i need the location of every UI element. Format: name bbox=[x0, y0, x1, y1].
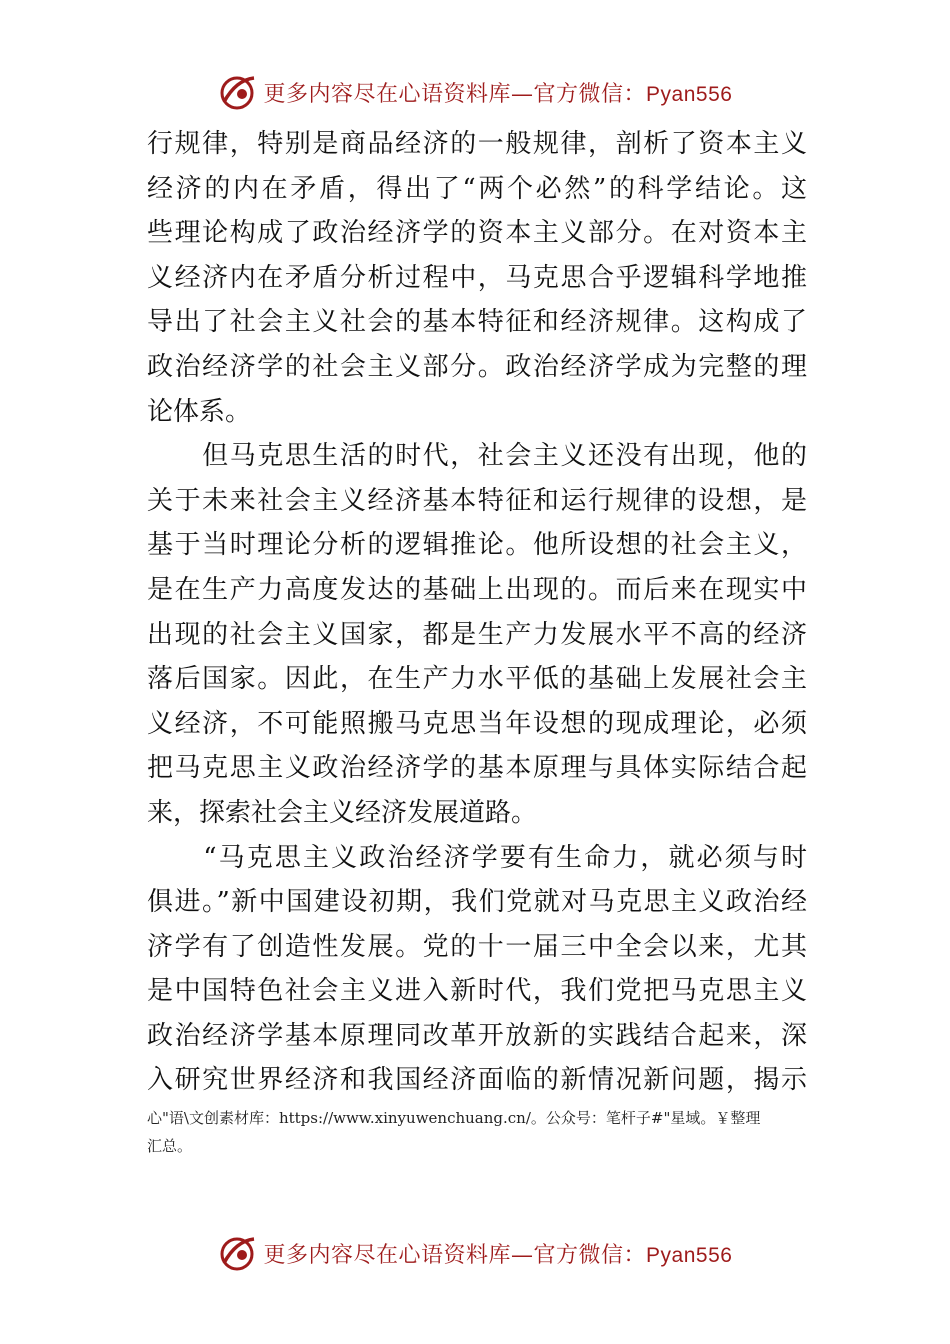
text-line: 导出了社会主义社会的基本特征和经济规律。这构成了 bbox=[147, 307, 807, 338]
wechat-id: Pyan556 bbox=[646, 1243, 733, 1267]
text-line: 经济的内在矛盾，得出了“两个必然”的科学结论。这 bbox=[147, 173, 807, 204]
library-logo-icon bbox=[218, 1233, 258, 1273]
banner-label: 更多内容尽在心语资料库—官方微信： bbox=[263, 81, 647, 107]
banner-label: 更多内容尽在心语资料库—官方微信： bbox=[263, 1242, 647, 1268]
text-line: “马克思主义政治经济学要有生命力，就必须与时 bbox=[147, 842, 807, 873]
header-banner bbox=[0, 70, 950, 114]
text-line: 政治经济学的社会主义部分。政治经济学成为完整的理 bbox=[147, 351, 807, 382]
text-line: 政治经济学基本原理同改革开放新的实践结合起来，深 bbox=[147, 1020, 807, 1051]
text-line: 落后国家。因此，在生产力水平低的基础上发展社会主 bbox=[147, 664, 807, 695]
text-line: 俱进。”新中国建设初期，我们党就对马克思主义政治经 bbox=[147, 887, 807, 918]
text-line: 论体系。 bbox=[147, 396, 252, 427]
text-line: 济学有了创造性发展。党的十一届三中全会以来，尤其 bbox=[147, 931, 807, 962]
text-line: 义经济，不可能照搬马克思当年设想的现成理论，必须 bbox=[147, 708, 807, 739]
paragraph-3 bbox=[147, 836, 807, 1104]
text-line: 义经济内在矛盾分析过程中，马克思合乎逻辑科学地推 bbox=[147, 262, 807, 293]
text-line: 是中国特色社会主义进入新时代，我们党把马克思主义 bbox=[147, 976, 807, 1007]
library-logo-icon bbox=[218, 72, 258, 112]
text-line: 行规律，特别是商品经济的一般规律，剖析了资本主义 bbox=[147, 129, 807, 159]
text-line: 是在生产力高度发达的基础上出现的。而后来在现实中 bbox=[147, 574, 807, 605]
document-body bbox=[147, 122, 807, 1103]
text-line: 基于当时理论分析的逻辑推论。他所设想的社会主义， bbox=[147, 530, 807, 561]
wechat-id: Pyan556 bbox=[646, 82, 733, 106]
footer-banner bbox=[0, 1231, 950, 1275]
footnote-line: 心"语\文创素材库：https://www.xinyuwenchuang.cn/。公众号：笔杆子#"星域。￥整理 bbox=[147, 1109, 761, 1127]
text-line: 关于未来社会主义经济基本特征和运行规律的设想，是 bbox=[147, 485, 807, 516]
text-line: 出现的社会主义国家，都是生产力发展水平不高的经济 bbox=[147, 619, 807, 650]
banner-text bbox=[264, 1238, 733, 1269]
paragraph-2 bbox=[147, 434, 807, 835]
text-line: 把马克思主义政治经济学的基本原理与具体实际结合起 bbox=[147, 753, 807, 784]
footnote bbox=[147, 1104, 819, 1160]
text-line: 些理论构成了政治经济学的资本主义部分。在对资本主 bbox=[147, 218, 807, 249]
text-line: 来，探索社会主义经济发展道路。 bbox=[147, 797, 538, 828]
banner-text bbox=[264, 77, 733, 108]
footnote-line: 汇总。 bbox=[147, 1137, 193, 1155]
text-line: 入研究世界经济和我国经济面临的新情况新问题，揭示 bbox=[147, 1065, 807, 1096]
text-line: 但马克思生活的时代，社会主义还没有出现，他的 bbox=[147, 441, 807, 472]
paragraph-1 bbox=[147, 122, 807, 434]
